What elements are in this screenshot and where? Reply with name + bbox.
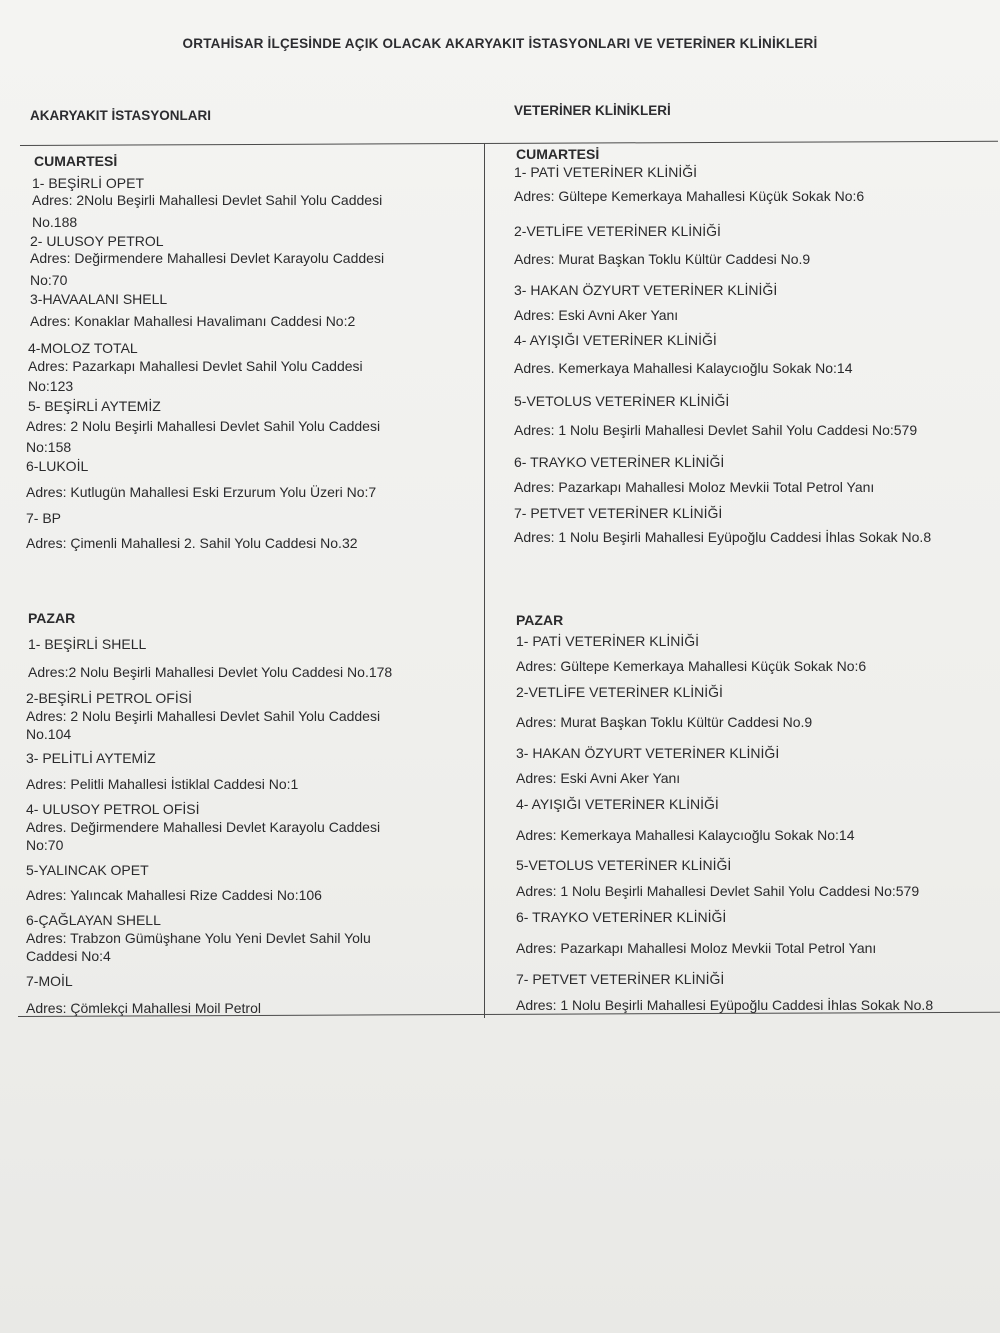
- list-item: Adres: Çömlekçi Mahallesi Moil Petrol: [26, 1000, 261, 1016]
- list-item: 7- BP: [26, 510, 62, 526]
- list-item: 6-ÇAĞLAYAN SHELL: [26, 912, 161, 928]
- list-item: No:70: [26, 837, 64, 853]
- list-item: 1- PATİ VETERİNER KLİNİĞİ: [516, 633, 700, 649]
- list-item: No.104: [26, 726, 72, 742]
- list-item: 6-LUKOİL: [26, 458, 89, 474]
- list-item: Adres: Pazarkapı Mahallesi Moloz Mevkii Total Petrol Yanı: [514, 479, 875, 495]
- list-item: 6- TRAYKO VETERİNER KLİNİĞİ: [516, 909, 727, 925]
- list-item: No:158: [26, 439, 72, 455]
- list-item: Caddesi No:4: [26, 948, 111, 964]
- list-item: 2-BEŞİRLİ PETROL OFİSİ: [26, 690, 192, 706]
- list-item: 6- TRAYKO VETERİNER KLİNİĞİ: [514, 454, 725, 470]
- list-item: 7- PETVET VETERİNER KLİNİĞİ: [514, 505, 723, 521]
- list-item: 1- BEŞİRLİ OPET: [32, 175, 145, 191]
- list-item: 5-YALINCAK OPET: [26, 862, 149, 878]
- list-item: 5-VETOLUS VETERİNER KLİNİĞİ: [516, 857, 732, 873]
- list-item: Adres: Gültepe Kemerkaya Mahallesi Küçük Sokak No:6: [514, 188, 865, 204]
- list-item: Adres. Değirmendere Mahallesi Devlet Karayolu Caddesi: [26, 819, 381, 835]
- list-item: 7-MOİL: [26, 973, 73, 989]
- list-item: 4-MOLOZ TOTAL: [28, 340, 138, 356]
- list-item: No.188: [32, 214, 78, 230]
- list-item: Adres. Kemerkaya Mahallesi Kalaycıoğlu Sokak No:14: [514, 360, 853, 376]
- list-item: Adres: Eski Avni Aker Yanı: [514, 307, 679, 323]
- list-item: Adres:2 Nolu Beşirli Mahallesi Devlet Yolu Caddesi No.178: [28, 664, 393, 680]
- list-item: Adres: Kutlugün Mahallesi Eski Erzurum Yolu Üzeri No:7: [26, 484, 377, 500]
- list-item: No:70: [30, 272, 68, 288]
- list-item: 1- PATİ VETERİNER KLİNİĞİ: [514, 164, 698, 180]
- vet-clinics-header: VETERİNER KLİNİKLERİ: [514, 103, 671, 118]
- list-item: Adres: Değirmendere Mahallesi Devlet Karayolu Caddesi: [30, 250, 385, 266]
- list-item: Adres: Çimenli Mahallesi 2. Sahil Yolu Caddesi No.32: [26, 535, 358, 551]
- right-cumartesi-label: CUMARTESİ: [516, 146, 600, 162]
- list-item: Adres: Pelitli Mahallesi İstiklal Caddesi No:1: [26, 776, 299, 792]
- list-item: 5-VETOLUS VETERİNER KLİNİĞİ: [514, 393, 730, 409]
- list-item: 3-HAVAALANI SHELL: [30, 291, 168, 307]
- list-item: Adres: Murat Başkan Toklu Kültür Caddesi No.9: [516, 714, 813, 730]
- list-item: Adres: 1 Nolu Beşirli Mahallesi Devlet Sahil Yolu Caddesi No:579: [516, 883, 920, 899]
- list-item: 7- PETVET VETERİNER KLİNİĞİ: [516, 971, 725, 987]
- list-item: 3- HAKAN ÖZYURT VETERİNER KLİNİĞİ: [514, 282, 778, 298]
- list-item: Adres: Kemerkaya Mahallesi Kalaycıoğlu Sokak No:14: [516, 827, 855, 843]
- list-item: Adres: 1 Nolu Beşirli Mahallesi Devlet Sahil Yolu Caddesi No:579: [514, 422, 918, 438]
- list-item: Adres: 2 Nolu Beşirli Mahallesi Devlet Sahil Yolu Caddesi: [26, 418, 381, 434]
- table-top-rule: [20, 141, 998, 146]
- list-item: Adres: Trabzon Gümüşhane Yolu Yeni Devlet Sahil Yolu: [26, 930, 371, 946]
- list-item: 1- BEŞİRLİ SHELL: [28, 636, 147, 652]
- list-item: Adres: Eski Avni Aker Yanı: [516, 770, 681, 786]
- left-cumartesi-label: CUMARTESİ: [34, 153, 118, 169]
- list-item: Adres: Murat Başkan Toklu Kültür Caddesi No.9: [514, 251, 811, 267]
- list-item: 4- AYIŞIĞI VETERİNER KLİNİĞİ: [514, 332, 717, 348]
- list-item: Adres: 1 Nolu Beşirli Mahallesi Eyüpoğlu Caddesi İhlas Sokak No.8: [516, 997, 934, 1013]
- list-item: Adres: Pazarkapı Mahallesi Moloz Mevkii Total Petrol Yanı: [516, 940, 877, 956]
- list-item: No:123: [28, 378, 74, 394]
- list-item: Adres: Gültepe Kemerkaya Mahallesi Küçük Sokak No:6: [516, 658, 867, 674]
- column-divider: [484, 143, 485, 1018]
- list-item: Adres: 2Nolu Beşirli Mahallesi Devlet Sahil Yolu Caddesi: [32, 192, 383, 208]
- list-item: Adres: Pazarkapı Mahallesi Devlet Sahil Yolu Caddesi: [28, 358, 363, 374]
- list-item: 3- HAKAN ÖZYURT VETERİNER KLİNİĞİ: [516, 745, 780, 761]
- list-item: 4- AYIŞIĞI VETERİNER KLİNİĞİ: [516, 796, 719, 812]
- list-item: Adres: Yalıncak Mahallesi Rize Caddesi No:106: [26, 887, 322, 903]
- right-pazar-label: PAZAR: [516, 612, 564, 628]
- document-title: ORTAHİSAR İLÇESİNDE AÇIK OLACAK AKARYAKIT İSTASYONLARI VE VETERİNER KLİNİKLERİ: [182, 36, 818, 51]
- list-item: 3- PELİTLİ AYTEMİZ: [26, 750, 156, 766]
- list-item: 2-VETLİFE VETERİNER KLİNİĞİ: [516, 684, 723, 700]
- list-item: 4- ULUSOY PETROL OFİSİ: [26, 801, 200, 817]
- list-item: Adres: 2 Nolu Beşirli Mahallesi Devlet Sahil Yolu Caddesi: [26, 708, 381, 724]
- list-item: 2- ULUSOY PETROL: [30, 233, 164, 249]
- list-item: 5- BEŞİRLİ AYTEMİZ: [28, 398, 161, 414]
- list-item: 2-VETLİFE VETERİNER KLİNİĞİ: [514, 223, 721, 239]
- fuel-stations-header: AKARYAKIT İSTASYONLARI: [30, 108, 212, 123]
- list-item: Adres: Konaklar Mahallesi Havalimanı Caddesi No:2: [30, 313, 356, 329]
- list-item: Adres: 1 Nolu Beşirli Mahallesi Eyüpoğlu Caddesi İhlas Sokak No.8: [514, 529, 932, 545]
- left-pazar-label: PAZAR: [28, 610, 76, 626]
